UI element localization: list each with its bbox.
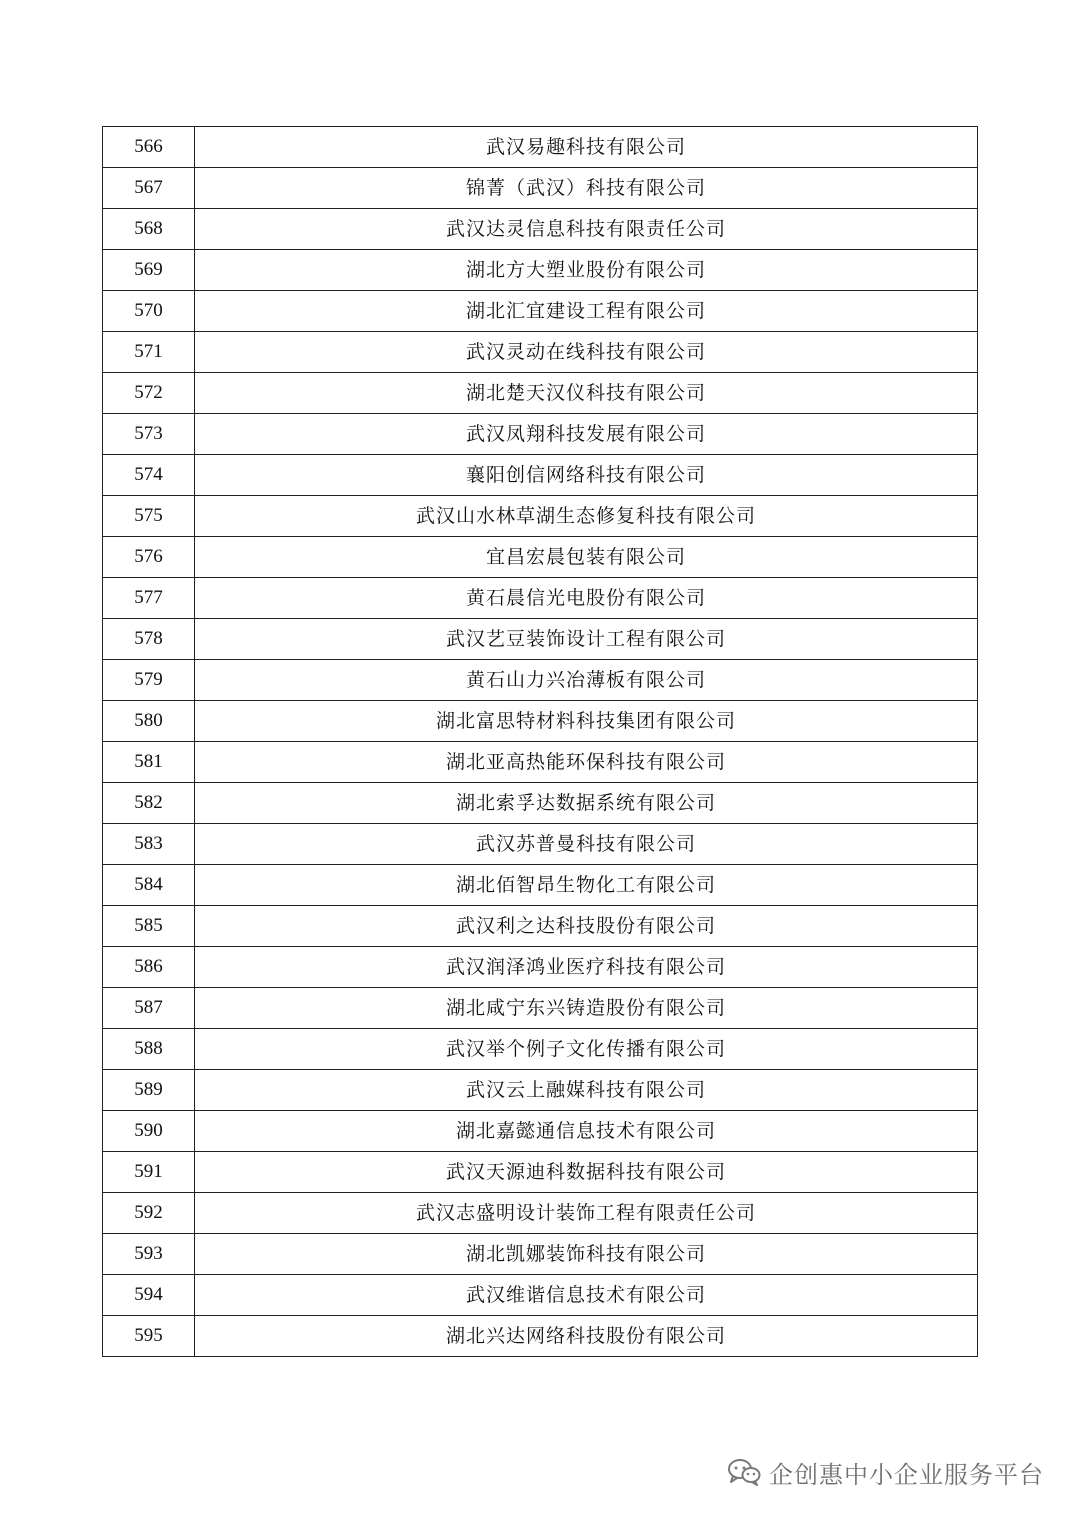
row-number: 590 xyxy=(103,1111,195,1152)
row-number: 571 xyxy=(103,332,195,373)
company-list-body xyxy=(103,127,978,1357)
row-number: 570 xyxy=(103,291,195,332)
company-name: 武汉山水林草湖生态修复科技有限公司 xyxy=(195,496,978,537)
row-number: 566 xyxy=(103,127,195,168)
row-number: 572 xyxy=(103,373,195,414)
table-row xyxy=(103,496,978,537)
table-row xyxy=(103,209,978,250)
row-number: 579 xyxy=(103,660,195,701)
company-name: 湖北亚高热能环保科技有限公司 xyxy=(195,742,978,783)
row-number: 593 xyxy=(103,1234,195,1275)
row-number: 594 xyxy=(103,1275,195,1316)
row-number: 588 xyxy=(103,1029,195,1070)
table-row xyxy=(103,783,978,824)
table-row xyxy=(103,947,978,988)
company-name: 湖北楚天汉仪科技有限公司 xyxy=(195,373,978,414)
table-row xyxy=(103,291,978,332)
company-name: 宜昌宏晨包装有限公司 xyxy=(195,537,978,578)
company-name: 湖北方大塑业股份有限公司 xyxy=(195,250,978,291)
wechat-icon xyxy=(727,1458,761,1486)
company-name: 黄石山力兴冶薄板有限公司 xyxy=(195,660,978,701)
row-number: 574 xyxy=(103,455,195,496)
row-number: 575 xyxy=(103,496,195,537)
company-name: 武汉云上融媒科技有限公司 xyxy=(195,1070,978,1111)
table-row xyxy=(103,455,978,496)
table-row xyxy=(103,537,978,578)
row-number: 581 xyxy=(103,742,195,783)
row-number: 576 xyxy=(103,537,195,578)
row-number: 569 xyxy=(103,250,195,291)
company-name: 湖北凯娜装饰科技有限公司 xyxy=(195,1234,978,1275)
table-row xyxy=(103,1234,978,1275)
row-number: 580 xyxy=(103,701,195,742)
row-number: 582 xyxy=(103,783,195,824)
table-row xyxy=(103,1316,978,1357)
table-row xyxy=(103,1029,978,1070)
row-number: 592 xyxy=(103,1193,195,1234)
table-row xyxy=(103,168,978,209)
table-row xyxy=(103,1193,978,1234)
company-name: 武汉达灵信息科技有限责任公司 xyxy=(195,209,978,250)
row-number: 586 xyxy=(103,947,195,988)
row-number: 583 xyxy=(103,824,195,865)
table-row xyxy=(103,742,978,783)
company-name: 武汉维谐信息技术有限公司 xyxy=(195,1275,978,1316)
company-name: 湖北兴达网络科技股份有限公司 xyxy=(195,1316,978,1357)
company-name: 武汉润泽鸿业医疗科技有限公司 xyxy=(195,947,978,988)
row-number: 578 xyxy=(103,619,195,660)
row-number: 589 xyxy=(103,1070,195,1111)
company-name: 武汉易趣科技有限公司 xyxy=(195,127,978,168)
company-name: 武汉举个例子文化传播有限公司 xyxy=(195,1029,978,1070)
company-name: 武汉志盛明设计装饰工程有限责任公司 xyxy=(195,1193,978,1234)
row-number: 595 xyxy=(103,1316,195,1357)
table-row xyxy=(103,250,978,291)
table-row xyxy=(103,660,978,701)
company-name: 湖北嘉懿通信息技术有限公司 xyxy=(195,1111,978,1152)
row-number: 587 xyxy=(103,988,195,1029)
table-row xyxy=(103,1275,978,1316)
company-name: 武汉凤翔科技发展有限公司 xyxy=(195,414,978,455)
company-name: 武汉天源迪科数据科技有限公司 xyxy=(195,1152,978,1193)
row-number: 573 xyxy=(103,414,195,455)
table-row xyxy=(103,701,978,742)
company-name: 湖北富思特材料科技集团有限公司 xyxy=(195,701,978,742)
watermark-text: 企创惠中小企业服务平台 xyxy=(769,1460,1044,1489)
table-row xyxy=(103,1111,978,1152)
company-name: 湖北佰智昂生物化工有限公司 xyxy=(195,865,978,906)
company-name: 湖北索孚达数据系统有限公司 xyxy=(195,783,978,824)
table-row xyxy=(103,1152,978,1193)
table-row xyxy=(103,988,978,1029)
company-name: 武汉灵动在线科技有限公司 xyxy=(195,332,978,373)
row-number: 567 xyxy=(103,168,195,209)
row-number: 584 xyxy=(103,865,195,906)
table-row xyxy=(103,578,978,619)
company-name: 锦菁（武汉）科技有限公司 xyxy=(195,168,978,209)
table-row xyxy=(103,906,978,947)
company-name: 湖北汇宜建设工程有限公司 xyxy=(195,291,978,332)
company-name: 武汉苏普曼科技有限公司 xyxy=(195,824,978,865)
table-row xyxy=(103,332,978,373)
company-name: 武汉艺豆装饰设计工程有限公司 xyxy=(195,619,978,660)
table-row xyxy=(103,127,978,168)
company-name: 襄阳创信网络科技有限公司 xyxy=(195,455,978,496)
table-row xyxy=(103,865,978,906)
row-number: 568 xyxy=(103,209,195,250)
row-number: 585 xyxy=(103,906,195,947)
company-list-table xyxy=(102,126,978,1357)
table-row xyxy=(103,619,978,660)
company-name: 武汉利之达科技股份有限公司 xyxy=(195,906,978,947)
table-row xyxy=(103,1070,978,1111)
watermark xyxy=(727,1456,1044,1488)
row-number: 591 xyxy=(103,1152,195,1193)
table-row xyxy=(103,824,978,865)
row-number: 577 xyxy=(103,578,195,619)
company-name: 黄石晨信光电股份有限公司 xyxy=(195,578,978,619)
company-name: 湖北咸宁东兴铸造股份有限公司 xyxy=(195,988,978,1029)
table-row xyxy=(103,414,978,455)
table-row xyxy=(103,373,978,414)
